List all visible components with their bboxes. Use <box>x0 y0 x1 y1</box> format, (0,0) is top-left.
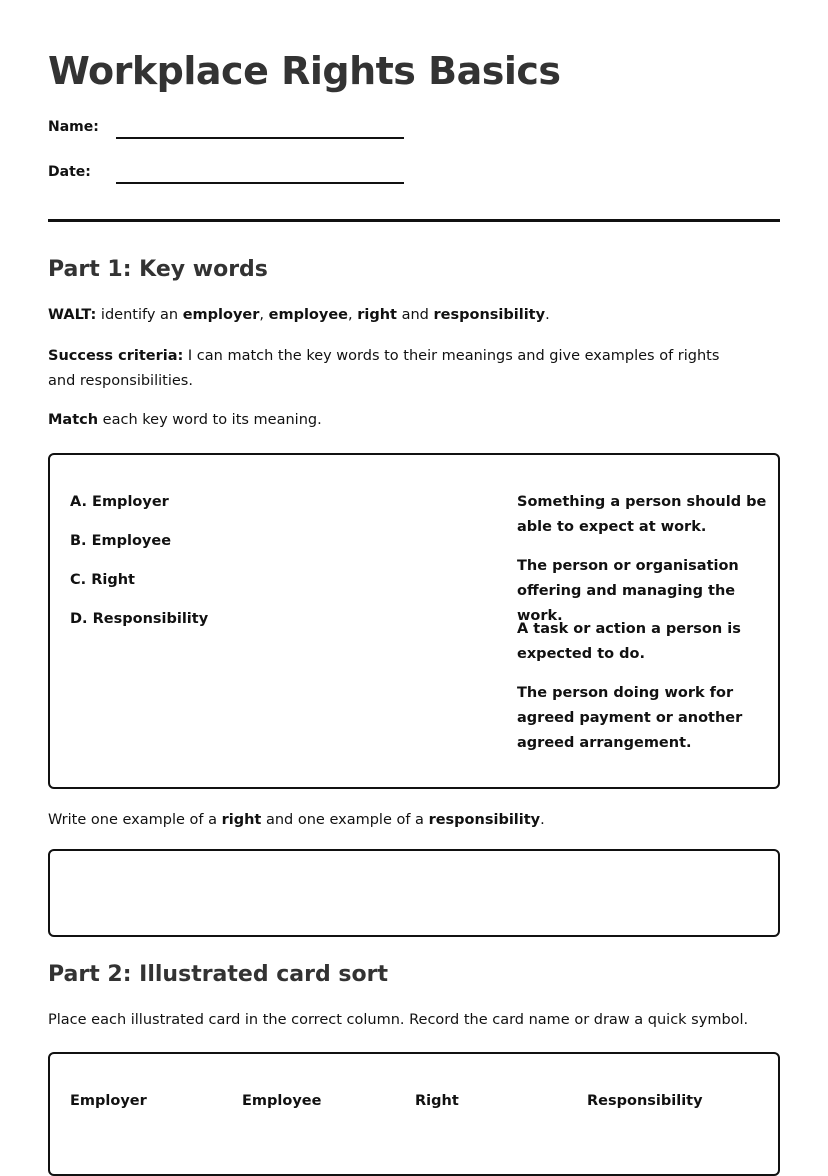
match-bold: Match <box>48 412 99 428</box>
meaning-1[interactable]: Something a person should be able to expect at work. <box>517 494 767 535</box>
match-text: each key word to its meaning. <box>98 412 322 428</box>
success-text: I can match the key words to their meanings and give examples of rights and responsibilities. <box>48 348 720 389</box>
name-input-line[interactable] <box>116 137 404 139</box>
example-text-3: . <box>540 812 545 828</box>
column-employer: Employer <box>70 1093 147 1109</box>
example-term-right: right <box>221 812 262 828</box>
example-text-2: and one example of a <box>261 812 429 828</box>
example-term-responsibility: responsibility <box>428 812 541 828</box>
walt-term-right: right <box>357 307 397 323</box>
walt-label: WALT: <box>48 307 97 323</box>
header-divider <box>48 219 780 222</box>
card-sort-box <box>48 1052 780 1176</box>
example-instruction <box>48 808 748 833</box>
meaning-2[interactable]: The person or organisation offering and managing the work. <box>517 558 739 624</box>
example-answer-box[interactable] <box>48 849 780 937</box>
name-label: Name: <box>48 119 99 135</box>
part2-heading: Part 2: Illustrated card sort <box>48 962 388 987</box>
match-instruction <box>48 408 748 433</box>
success-label: Success criteria: <box>48 348 184 364</box>
part1-heading: Part 1: Key words <box>48 257 268 282</box>
column-responsibility: Responsibility <box>587 1093 703 1109</box>
column-right: Right <box>415 1093 459 1109</box>
card-sort-instruction: Place each illustrated card in the correct column. Record the card name or draw a quick symbol. <box>48 1012 749 1028</box>
walt-text-5: . <box>545 307 550 323</box>
keyword-right[interactable]: C. Right <box>70 572 135 588</box>
walt-text-4: and <box>397 307 434 323</box>
date-field <box>48 162 408 186</box>
walt-term-employer: employer <box>182 307 260 323</box>
keyword-employee[interactable]: B. Employee <box>70 533 172 549</box>
date-label: Date: <box>48 164 91 180</box>
walt-text-1: identify an <box>96 307 183 323</box>
keyword-responsibility[interactable]: D. Responsibility <box>70 611 209 627</box>
meaning-3[interactable]: A task or action a person is expected to do. <box>517 621 741 662</box>
meaning-4[interactable]: The person doing work for agreed payment or another agreed arrangement. <box>517 685 743 751</box>
walt-statement <box>48 303 748 328</box>
success-criteria <box>48 344 738 394</box>
walt-text-3: , <box>348 307 358 323</box>
matching-box <box>48 453 780 789</box>
example-text-1: Write one example of a <box>48 812 222 828</box>
walt-term-responsibility: responsibility <box>433 307 546 323</box>
keyword-employer[interactable]: A. Employer <box>70 494 169 510</box>
column-employee: Employee <box>242 1093 322 1109</box>
walt-term-employee: employee <box>268 307 349 323</box>
walt-text-2: , <box>259 307 269 323</box>
date-input-line[interactable] <box>116 182 404 184</box>
page-title: Workplace Rights Basics <box>48 49 561 93</box>
name-field <box>48 117 408 141</box>
